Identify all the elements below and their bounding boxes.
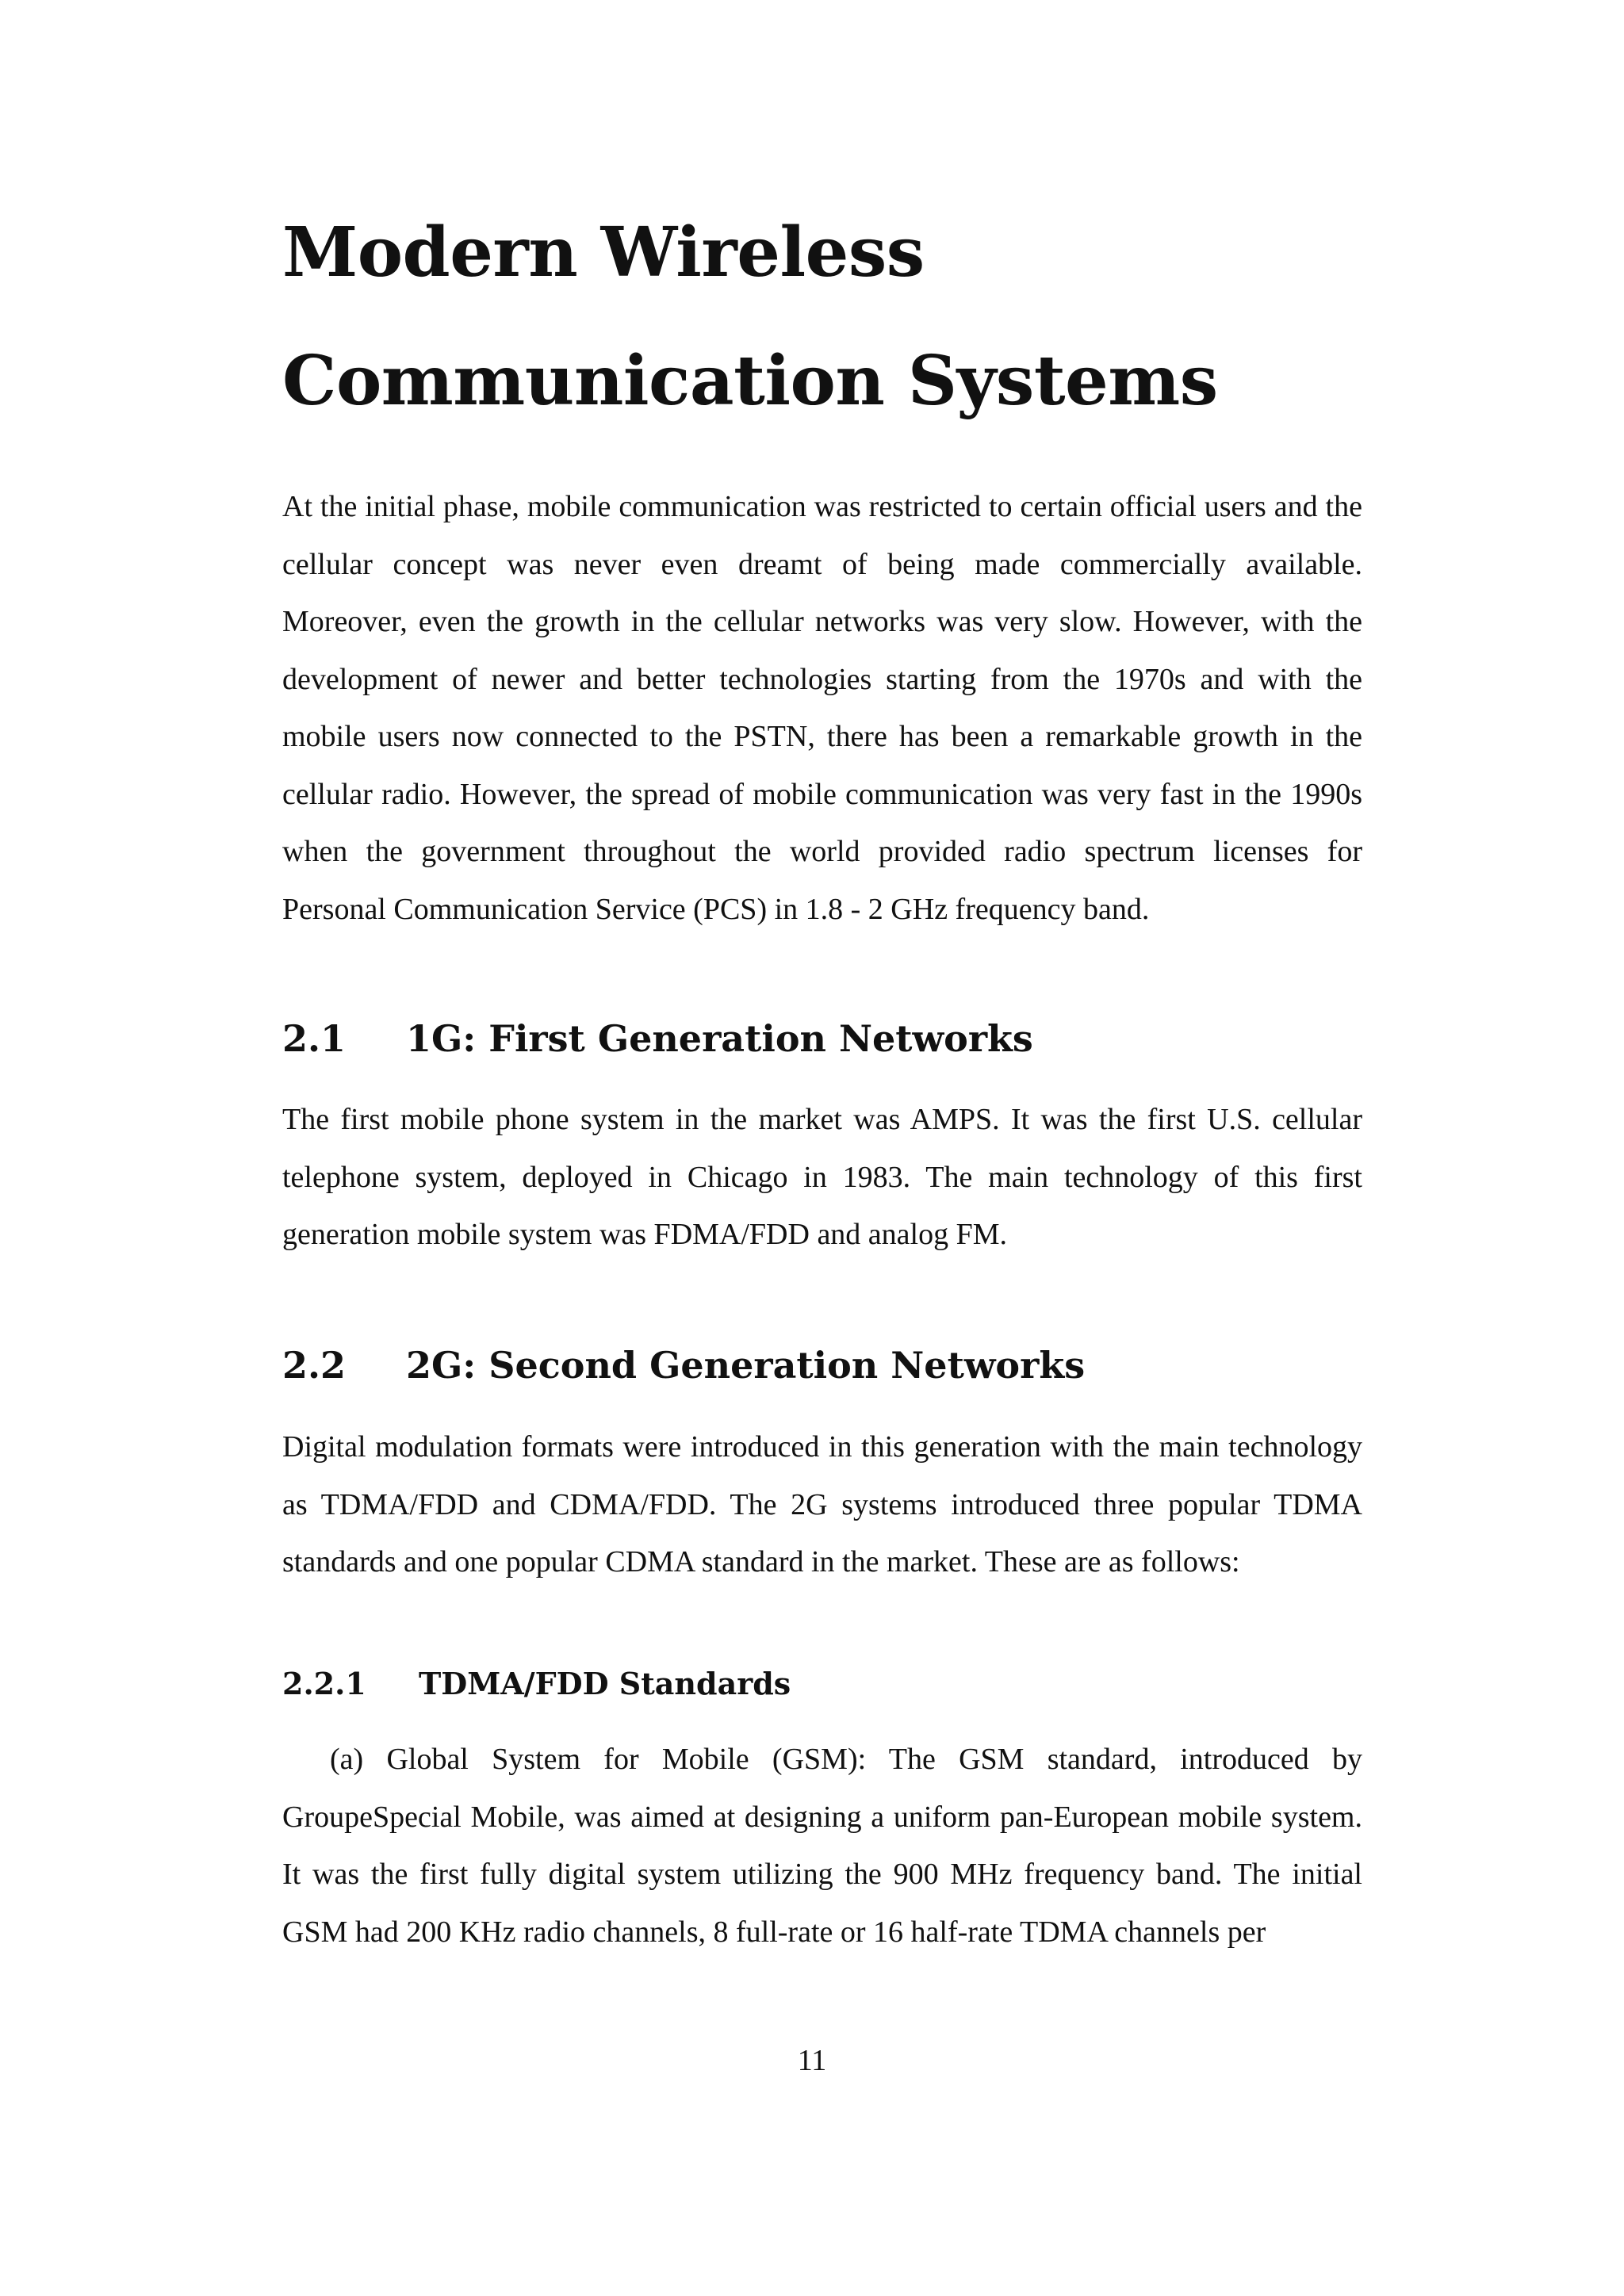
section-number: 2.2: [282, 1344, 347, 1387]
page-title: Modern Wireless Communication Systems: [282, 212, 1218, 421]
section-heading-2-2: [282, 1341, 1085, 1389]
section-2-2-1-paragraph: (a) Global System for Mobile (GSM): The GSM standard, introduced by GroupeSpecial Mobile, was aimed at designing a uniform pan-European mobile system. It was the first fully digital system utilizing the 900 MHz frequency band. The initial GSM had 200 KHz radio channels, 8 full-rate or 16 half-rate TDMA channels per: [282, 1743, 1362, 1949]
section-title: 1G: First Generation Networks: [406, 1017, 1033, 1060]
intro-paragraph: At the initial phase, mobile communication was restricted to certain official users and the cellular concept was never even dreamt of being made commercially available. Moreover, even the growth in the cellular networks was very slow. However, with the development of newer and better technologies starting from the 1970s and with the mobile users now connected to the PSTN, there has been a remarkable growth in the cellular radio. However, the spread of mobile communication was very fast in the 1990s when the government throughout the world provided radio spectrum licenses for Personal Communication Service (PCS) in 1.8 - 2 GHz frequency band.: [282, 490, 1362, 926]
section-number: 2.1: [282, 1017, 347, 1060]
subsection-title: TDMA/FDD Standards: [419, 1666, 791, 1701]
subsection-heading-2-2-1: [282, 1663, 791, 1705]
section-2-1-paragraph: The first mobile phone system in the market was AMPS. It was the first U.S. cellular telephone system, deployed in Chicago in 1983. The main technology of this first generation mobile system was FDMA/FDD and analog FM.: [282, 1103, 1362, 1251]
section-heading-2-1: [282, 1015, 1033, 1062]
section-title: 2G: Second Generation Networks: [406, 1344, 1086, 1387]
section-2-2-paragraph: Digital modulation formats were introduced in this generation with the main technology as TDMA/FDD and CDMA/FDD. The 2G systems introduced three popular TDMA standards and one popular CDMA standard in the market. These are as follows:: [282, 1430, 1362, 1578]
page-number: 11: [797, 2044, 827, 2077]
subsection-number: 2.2.1: [282, 1666, 366, 1701]
